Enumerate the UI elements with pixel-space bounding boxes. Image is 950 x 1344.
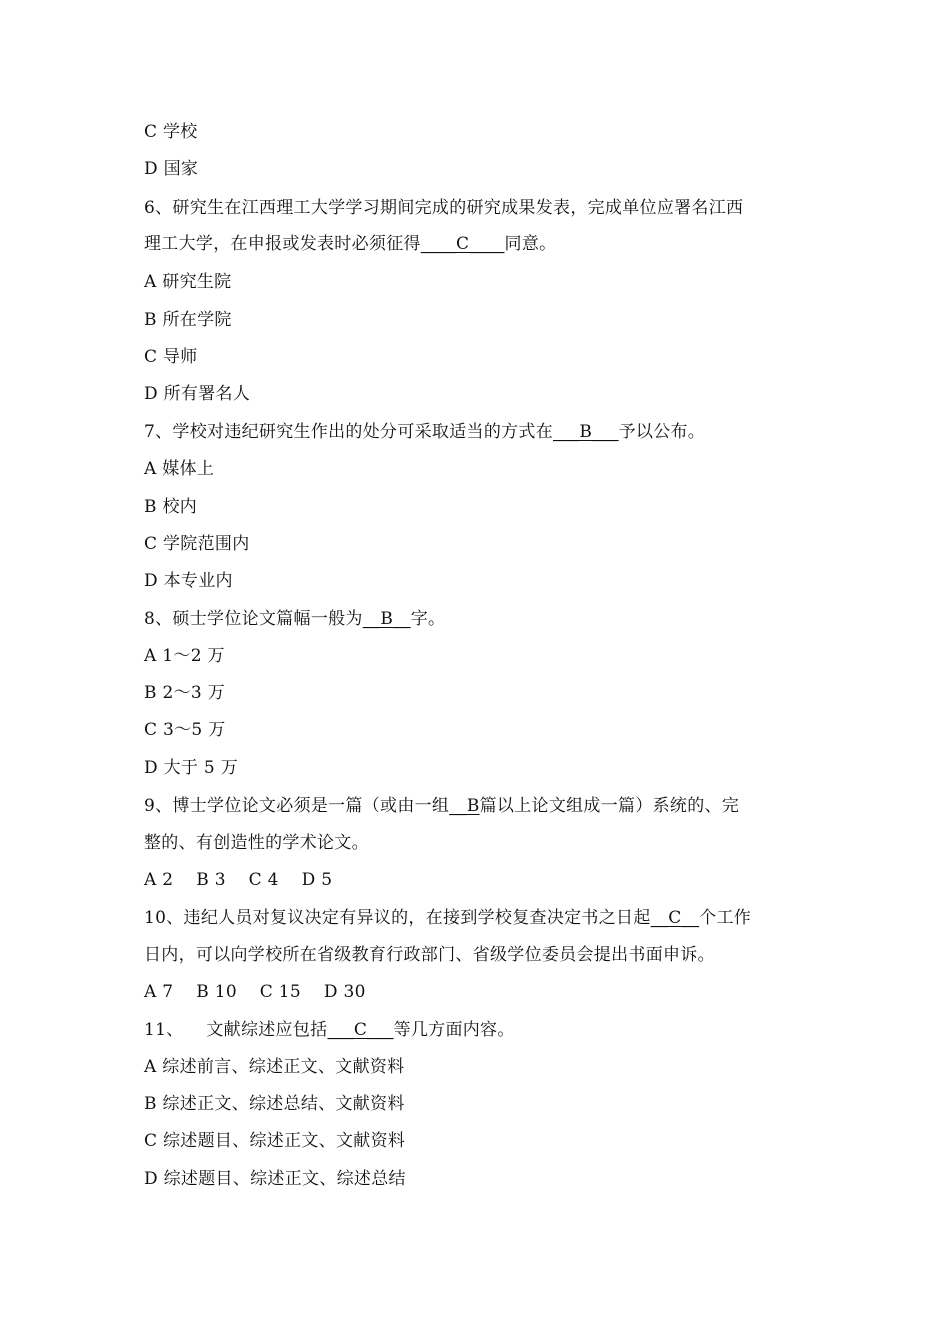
- option-line: A 综述前言、综述正文、文献资料: [144, 1057, 405, 1077]
- question-line: 理工大学，在申报或发表时必须征得____C____同意。: [144, 234, 557, 254]
- option-line: C 综述题目、综述正文、文献资料: [144, 1131, 406, 1151]
- question-line: 10、违纪人员对复议决定有异议的，在接到学校复查决定书之日起__C__个工作: [144, 908, 752, 928]
- option-line: C 导师: [144, 347, 198, 367]
- question-line: 6、研究生在江西理工大学学习期间完成的研究成果发表，完成单位应署名江西: [144, 198, 744, 218]
- answer-blank: __C__: [650, 908, 700, 928]
- option-line: A 研究生院: [144, 272, 232, 292]
- option-line: C 学校: [144, 122, 198, 142]
- option-line: B 综述正文、综述总结、文献资料: [144, 1094, 405, 1114]
- options-row: A 7 B 10 C 15 D 30: [144, 982, 366, 1002]
- option-line: D 所有署名人: [144, 384, 251, 404]
- option-line: D 本专业内: [144, 571, 233, 591]
- option-line: C 3～5 万: [144, 720, 226, 740]
- answer-blank: ___B___: [553, 422, 619, 442]
- option-line: A 1～2 万: [144, 646, 225, 666]
- answer-blank: ___C___: [327, 1020, 394, 1040]
- options-row: A 2 B 3 C 4 D 5: [144, 870, 333, 890]
- option-line: D 综述题目、综述正文、综述总结: [144, 1169, 406, 1189]
- option-line: D 国家: [144, 159, 199, 179]
- question-line: 11、 文献综述应包括___C___等几方面内容。: [144, 1020, 515, 1040]
- answer-blank: ____C____: [420, 234, 505, 254]
- option-line: B 2～3 万: [144, 683, 226, 703]
- option-line: A 媒体上: [144, 459, 215, 479]
- question-line: 日内，可以向学校所在省级教育行政部门、省级学位委员会提出书面申诉。: [144, 945, 715, 965]
- question-line: 整的、有创造性的学术论文。: [144, 833, 369, 853]
- question-line: 9、博士学位论文必须是一篇（或由一组__B篇以上论文组成一篇）系统的、完: [144, 796, 740, 816]
- option-line: B 所在学院: [144, 310, 232, 330]
- answer-blank: __B__: [362, 609, 411, 629]
- option-line: C 学院范围内: [144, 534, 250, 554]
- option-line: D 大于 5 万: [144, 758, 239, 778]
- question-line: 7、学校对违纪研究生作出的处分可采取适当的方式在___B___予以公布。: [144, 422, 706, 442]
- question-line: 8、硕士学位论文篇幅一般为__B__字。: [144, 609, 446, 629]
- answer-blank: __B: [449, 796, 480, 816]
- option-line: B 校内: [144, 497, 198, 517]
